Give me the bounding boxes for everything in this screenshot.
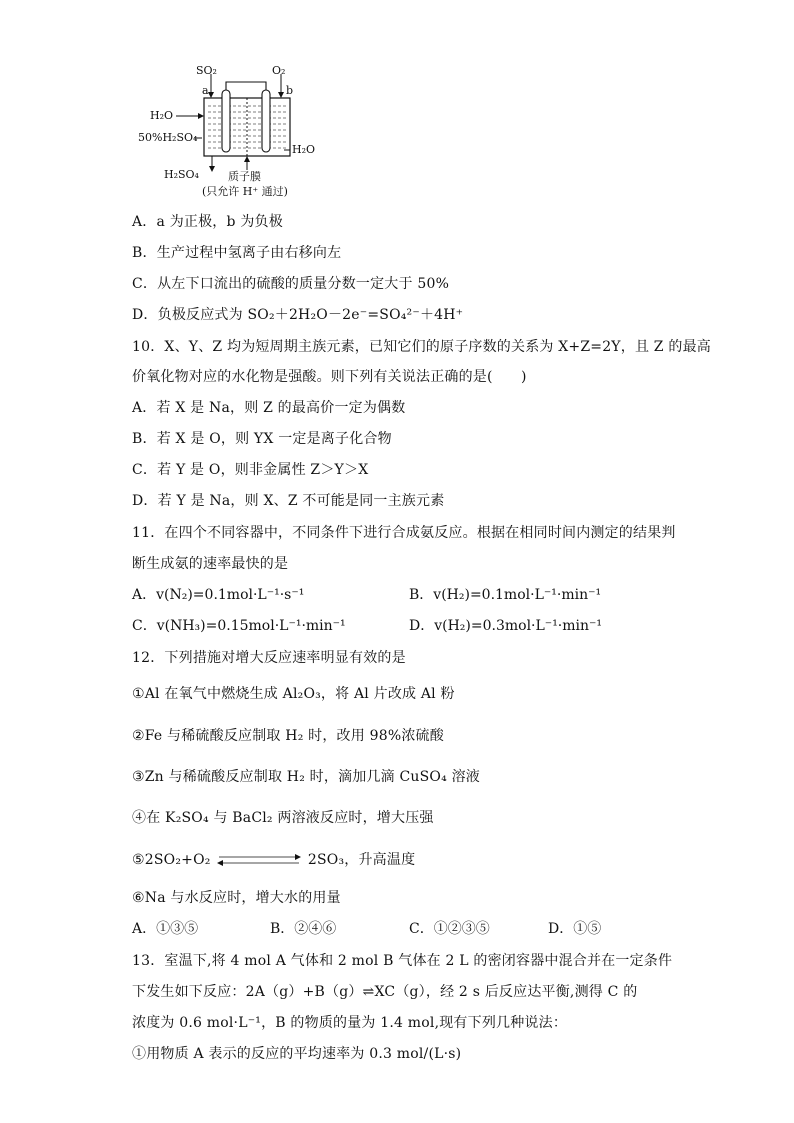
h2o-outlet-label: H₂O: [292, 143, 316, 156]
q12-item-4: ④在 K₂SO₄ 与 BaCl₂ 两溶液反应时，增大压强: [132, 810, 434, 826]
q11-stem-line1: 11．在四个不同容器中，不同条件下进行合成氨反应。根据在相同时间内测定的结果判: [132, 525, 676, 541]
q13-stem-line2: 下发生如下反应：2A（g）+B（g）⇌XC（g），经 2 s 后反应达平衡,测得 C 的: [132, 984, 638, 1000]
q12-item-5-reactants: ⑤2SO₂+O₂: [132, 852, 211, 868]
electrolysis-cell-figure: [132, 58, 322, 208]
h2o-inlet-label: H₂O: [150, 109, 174, 122]
reversible-catalyst-arrow: [215, 852, 303, 868]
membrane-note: (只允许 H⁺ 通过): [202, 185, 288, 198]
electrode-b-label: b: [286, 84, 294, 97]
q9-option-c: C．从左下口流出的硫酸的质量分数一定大于 50%: [132, 276, 450, 292]
q11-stem-line2: 断生成氨的速率最快的是: [132, 556, 289, 572]
q9-option-a: A．a 为正极，b 为负极: [132, 214, 283, 230]
q12-stem: 12．下列措施对增大反应速率明显有效的是: [132, 650, 406, 666]
right-electrode: [262, 90, 270, 152]
membrane-label: 质子膜: [228, 170, 261, 183]
q9-option-d: D．负极反应式为 SO₂＋2H₂O－2e⁻=SO₄²⁻＋4H⁺: [132, 307, 464, 323]
q10-option-b: B．若 X 是 O，则 YX 一定是离子化合物: [132, 431, 392, 447]
q12-item-3: ③Zn 与稀硫酸反应制取 H₂ 时，滴加几滴 CuSO₄ 溶液: [132, 769, 480, 785]
q10-option-c: C．若 Y 是 O，则非金属性 Z＞Y＞X: [132, 462, 369, 478]
q12-option-b: B．②④⑥: [270, 921, 337, 937]
q13-item-1: ①用物质 A 表示的反应的平均速率为 0.3 mol/(L·s): [132, 1046, 462, 1062]
q12-item-5: [132, 850, 415, 870]
q12-item-2: ②Fe 与稀硫酸反应制取 H₂ 时，改用 98%浓硫酸: [132, 728, 444, 744]
q12-item-6: ⑥Na 与水反应时，增大水的用量: [132, 890, 341, 906]
left-electrode: [222, 90, 230, 152]
o2-label: O₂: [272, 64, 286, 77]
q13-stem-line1: 13．室温下,将 4 mol A 气体和 2 mol B 气体在 2 L 的密闭容器中混合并在一定条件: [132, 953, 673, 969]
electrode-a-label: a: [202, 84, 209, 97]
q12-option-d: D．①⑤: [548, 921, 602, 937]
q10-option-d: D．若 Y 是 Na，则 X、Z 不可能是同一主族元素: [132, 493, 445, 509]
q10-option-a: A．若 X 是 Na，则 Z 的最高价一定为偶数: [132, 400, 406, 416]
q11-option-a: A．v(N₂)=0.1mol·L⁻¹·s⁻¹: [132, 587, 305, 603]
q13-stem-line3: 浓度为 0.6 mol·L⁻¹，B 的物质的量为 1.4 mol,现有下列几种说法：: [132, 1015, 568, 1031]
q12-item-5-products: 2SO₃，升高温度: [307, 852, 416, 868]
equilibrium-arrow-icon: [215, 852, 303, 868]
q12-item-1: ①Al 在氧气中燃烧生成 Al₂O₃，将 Al 片改成 Al 粉: [132, 686, 455, 702]
q12-option-a: A．①③⑤: [132, 921, 199, 937]
external-wire: [226, 82, 266, 90]
q10-stem-line2: 价氧化物对应的水化物是强酸。则下列有关说法正确的是( ): [132, 369, 527, 385]
q9-option-b: B．生产过程中氢离子由右移向左: [132, 245, 342, 261]
so2-label: SO₂: [196, 64, 217, 77]
h2so4-outlet-label: H₂SO₄: [164, 168, 199, 181]
q11-option-d: D．v(H₂)=0.3mol·L⁻¹·min⁻¹: [409, 618, 603, 634]
q11-option-c: C．v(NH₃)=0.15mol·L⁻¹·min⁻¹: [132, 618, 346, 634]
acid-concentration-label: 50%H₂SO₄: [138, 131, 198, 144]
q12-option-c: C．①②③⑤: [409, 921, 490, 937]
q11-option-b: B．v(H₂)=0.1mol·L⁻¹·min⁻¹: [409, 587, 602, 603]
q10-stem-line1: 10．X、Y、Z 均为短周期主族元素，已知它们的原子序数的关系为 X+Z=2Y，且 Z 的最高: [132, 339, 711, 355]
